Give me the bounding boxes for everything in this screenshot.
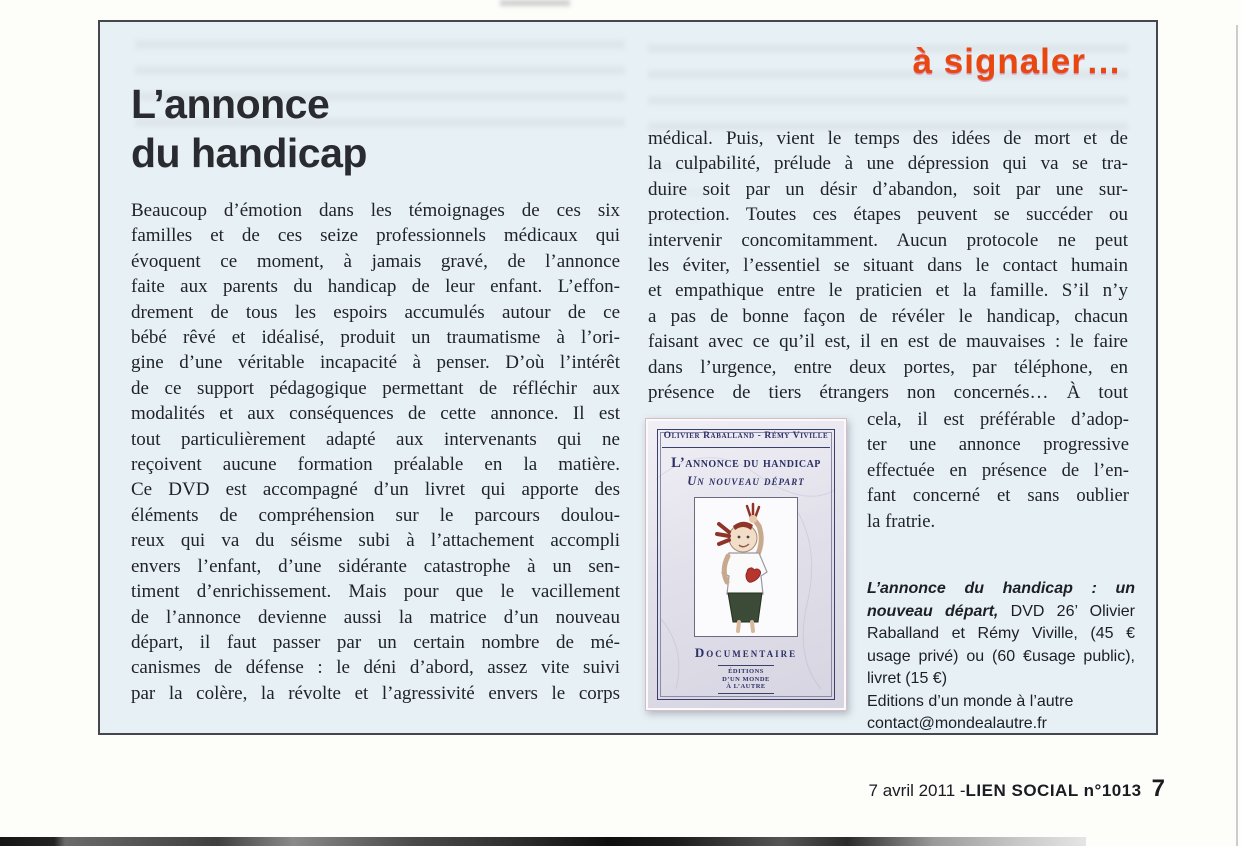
- text-line: faite aux parents du handicap de leur enfant. L’effon-: [131, 276, 620, 298]
- text-line: envers l’enfant, d’une sidérante catastrophe à un sen-: [131, 555, 620, 577]
- text-line: Ce DVD est accompagné d’un livret qui apporte des: [131, 479, 620, 501]
- text-line: ter une annonce progressive: [867, 434, 1129, 456]
- text-line: modalités et aux conséquences de cette annonce. Il est: [131, 403, 620, 425]
- text-line: départ, il faut passer par un certain nombre de mé-: [131, 631, 620, 653]
- footer-page-number: 7: [1151, 775, 1165, 802]
- text-line: familles et de ces seize professionnels médicaux qui: [131, 225, 620, 247]
- text-line: éléments de compréhension sur le parcours doulou-: [131, 504, 620, 526]
- publisher-line: ÉDITIONS: [728, 668, 764, 675]
- text-line: effectuée en présence de l’en-: [867, 459, 1129, 481]
- dvd-caption: [867, 578, 1135, 736]
- text-line: les éviter, l’essentiel se situant dans le contact humain: [648, 255, 1128, 277]
- article-title-line1: L’annonce: [131, 81, 330, 127]
- text-line: de ce support pédagogique permettant de réfléchir aux: [131, 377, 620, 399]
- text-line: tout particulièrement adapté aux intervenants qui ne: [131, 428, 620, 450]
- text-line: de l’annonce devienne aussi la matrice d’un nouveau: [131, 606, 620, 628]
- text-line: médical. Puis, vient le temps des idées de mort et de: [648, 128, 1128, 149]
- scan-edge-right: [1236, 25, 1238, 846]
- text-line: intervenir concomitamment. Aucun protocole ne peut: [648, 229, 1128, 251]
- text-line: évoquent ce moment, à jamais gravé, de l’annonce: [131, 250, 620, 272]
- scan-edge-bottom: [0, 837, 1086, 846]
- cover-title: L’annonce du handicap: [671, 455, 821, 471]
- text-line: la fratrie.: [867, 510, 936, 532]
- dvd-cover: [645, 418, 847, 711]
- text-line: reçoivent aucune formation préalable en la matière.: [131, 454, 620, 476]
- article-right-column-wrapped: [867, 407, 1129, 534]
- cover-genre-label: Documentaire: [694, 645, 798, 660]
- text-line: protection. Toutes ces étapes peuvent se succéder ou: [648, 204, 1128, 226]
- text-line: la culpabilité, prélude à une dépression qui va se tra-: [648, 153, 1128, 175]
- caption-contact-email: contact@mondealautre.fr: [867, 715, 1047, 732]
- cover-authors: Olivier Raballand - Rémy Viville: [662, 431, 831, 448]
- caption-title: L’annonce du handicap : un nouveau départ,: [867, 580, 1135, 620]
- caption-details: DVD 26’ Olivier Raballand et Rémy Viville, (45 € usage privé) ou (60 €usage public), livret (15 €): [867, 602, 1136, 687]
- footer-magazine-name: LIEN SOCIAL n°1013: [965, 781, 1142, 800]
- cover-subtitle: Un nouveau départ: [687, 474, 805, 488]
- text-line: drement de tous les espoirs accumulés autour de ce: [131, 301, 620, 323]
- scan-smudge: [500, 0, 570, 6]
- text-line: cela, il est préférable d’adop-: [867, 409, 1129, 430]
- article-title: [131, 80, 367, 178]
- text-line: présence de tiers étrangers non concernés… À tout: [648, 382, 1128, 404]
- text-line: par la colère, la révolte et l’agressivité envers le corps: [131, 682, 620, 704]
- text-line: bébé rêvé et idéalisé, produit un traumatisme à l’ori-: [131, 327, 620, 349]
- article-right-column: [648, 126, 1128, 405]
- text-line: faisant avec ce qu’il est, il en est de mauvaises : le faire: [648, 331, 1128, 353]
- text-line: canismes de défense : le déni d’abord, assez vite suivi: [131, 657, 620, 679]
- article-title-line2: du handicap: [131, 130, 367, 176]
- publisher-line: D’UN MONDE: [722, 675, 770, 683]
- text-line: a pas de bonne façon de révéler le handicap, chacun: [648, 305, 1128, 327]
- text-line: Beaucoup d’émotion dans les témoignages de ces six: [131, 200, 620, 221]
- publisher-logo: [718, 665, 774, 694]
- text-line: timent d’enrichissement. Mais pour que le vacillement: [131, 581, 620, 603]
- text-line: duire soit par un désir d’abandon, soit par une sur-: [648, 178, 1128, 200]
- text-line: gine d’une véritable incapacité à penser. D’où l’intérêt: [131, 352, 620, 374]
- text-line: fant concerné et sans oublier: [867, 485, 1129, 507]
- girl-illustration: [694, 497, 798, 637]
- publisher-line: À L’AUTRE: [726, 683, 766, 690]
- page-footer: [869, 775, 1165, 803]
- article-left-column: [131, 198, 620, 706]
- text-line: dans l’urgence, entre deux portes, par téléphone, en: [648, 356, 1128, 378]
- section-label: à signaler…: [912, 42, 1122, 81]
- text-line: reux qui va du séisme subi à l’attachement accompli: [131, 530, 620, 552]
- text-line: et empathique entre le praticien et la famille. S’il n’y: [648, 280, 1128, 302]
- footer-date: 7 avril 2011 -: [868, 781, 966, 800]
- page-sheet: [98, 20, 1158, 735]
- caption-publisher: Editions d’un monde à l’autre: [867, 692, 1074, 710]
